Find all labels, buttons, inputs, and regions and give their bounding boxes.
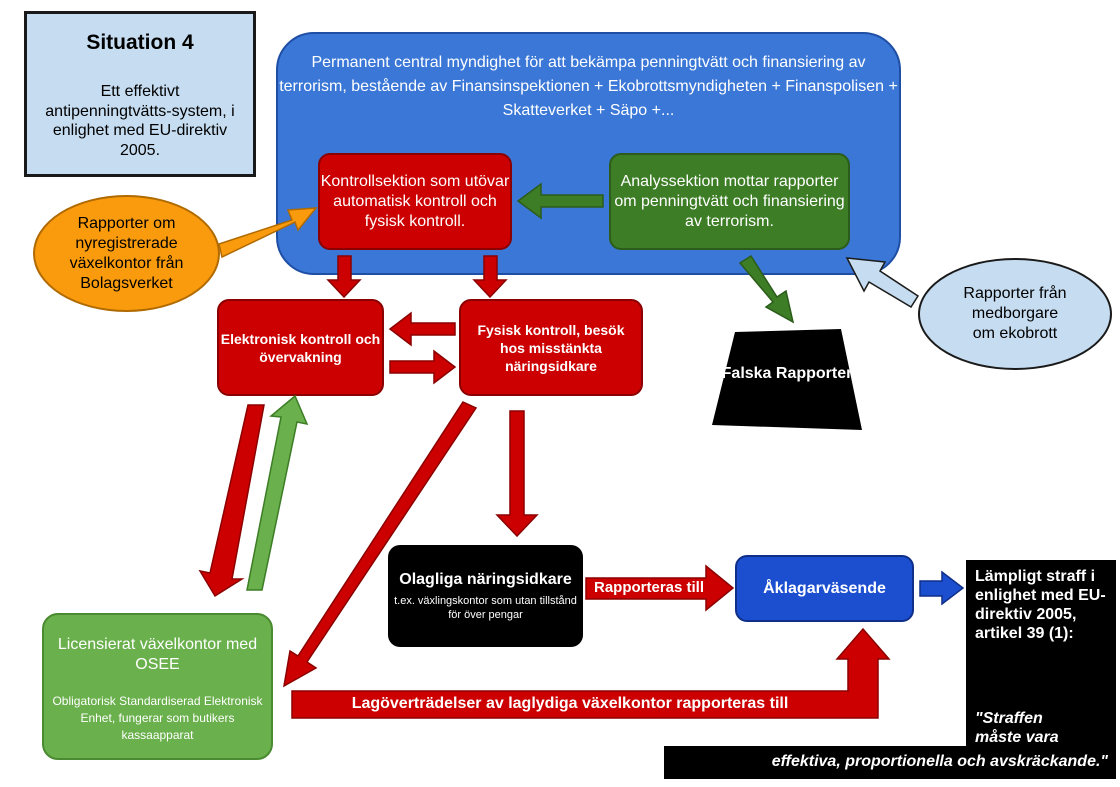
licensed-exchange-title: Licensierat växelkontor med OSEE — [57, 636, 258, 673]
electronic-control-text: Elektronisk kontroll och övervakning — [220, 330, 381, 365]
central-authority-text: Permanent central myndighet för att bekämpa penningtvätt och finansiering av terrorism, bestående av Finansinspektionen + Ekobrottsmyndigheten + Finanspolisen + Skatteverket + Säpo +... — [279, 54, 898, 119]
arrow-electronic-to-physical — [390, 351, 455, 383]
arrow-bolagsverket-to-control — [219, 208, 316, 257]
licensed-exchange-subtitle: Obligatorisk Standardiserad Elektronisk Enhet, fungerar som butikers kassaapparat — [52, 694, 263, 742]
punishment-quote-end: effektiva, proportionella och avskräckande." — [664, 746, 1116, 779]
reported-to-label: Rapporteras till — [593, 579, 705, 596]
punishment-text: Lämpligt straff i enlighet med EU-direktiv 2005, artikel 39 (1): — [975, 568, 1106, 642]
arrow-control-to-physical — [474, 256, 506, 297]
prosecution-text: Åklagarväsende — [763, 579, 886, 597]
situation-title: Situation 4 — [86, 31, 194, 54]
citizen-reports-text: Rapporter från medborgare om ekobrott — [963, 285, 1067, 342]
situation-description: Ett effektivt antipenningtvätts-system, i enlighet med EU-direktiv 2005. — [45, 83, 235, 159]
arrow-analysis-to-false-reports — [740, 256, 793, 322]
punishment-quote-start: "Straffen måste vara — [975, 710, 1059, 746]
analysis-section-text: Analyssektion mottar rapporter om penningtvätt och finansiering av terrorism. — [614, 172, 845, 230]
arrow-physical-to-illegal — [497, 411, 537, 536]
false-reports-label: Falska Rapporter — [721, 365, 853, 382]
licensed-exchange-box — [42, 613, 273, 760]
illegal-traders-box — [388, 545, 583, 647]
arrow-control-to-electronic — [328, 256, 360, 297]
arrow-citizens-to-analysis — [847, 258, 918, 307]
physical-control-text: Fysisk kontroll, besök hos misstänkta näringsidkare — [477, 321, 625, 374]
prosecution-box — [735, 555, 914, 622]
punishment-box — [966, 560, 1116, 748]
illegal-traders-title: Olagliga näringsidkare — [399, 571, 572, 588]
illegal-traders-subtitle: t.ex. växlingskontor som utan tillstånd för över pengar — [394, 595, 577, 621]
violations-label: Lagöverträdelser av laglydiga växelkontor rapporteras till — [351, 695, 789, 712]
arrow-analysis-to-control — [518, 184, 603, 218]
control-section-text: Kontrollsektion som utövar automatisk kontroll och fysisk kontroll. — [320, 172, 510, 230]
bolagsverket-reports-text: Rapporter om nyregistrerade växelkontor från Bolagsverket — [69, 214, 184, 292]
arrow-physical-to-electronic — [390, 313, 455, 345]
arrow-prosecution-to-punishment — [920, 572, 963, 604]
